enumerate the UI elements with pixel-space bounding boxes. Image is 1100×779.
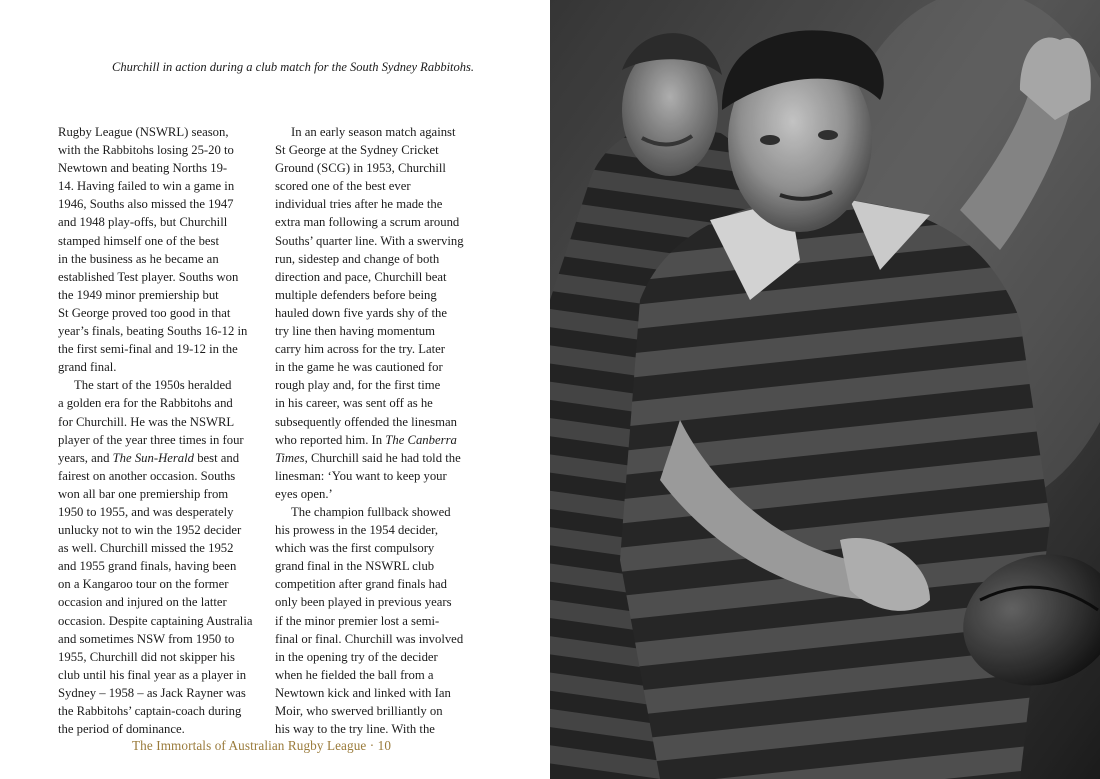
text-line-content: stamped himself one of the best [58,233,220,248]
text-line [58,213,258,231]
text-line-content: his prowess in the 1954 decider, [275,523,438,538]
text-line-content: 14. Having failed to win a game in [58,179,235,194]
text-line-content: Moir, who swerved brilliantly on [275,704,443,718]
text-line [275,684,485,702]
text-line-content: a golden era for the Rabbitohs and [58,396,233,411]
text-line-content: individual tries after he made the [275,197,443,212]
text-line [58,648,258,666]
text-line [58,322,258,340]
text-line-content: multiple defenders before being [275,287,437,302]
text-line-content: scored one of the best ever [275,179,411,194]
text-line [275,232,485,250]
text-line [275,431,485,449]
italic-title: The Sun-Herald [112,450,195,465]
text-line-content: player of the year three times in four [58,432,244,447]
text-line-content: 1950 to 1955, and was desperately [58,504,234,519]
text-line-content: eyes open.’ [275,486,333,501]
text-line-content: Newtown and beating Norths 19- [58,161,228,176]
text-line [275,521,485,539]
text-line [58,630,258,648]
text-line [58,250,258,268]
text-line-content: Newtown kick and linked with Ian [275,685,451,700]
text-line-content: club until his final year as a player in [58,667,247,682]
text-line [275,376,485,394]
text-line [58,413,258,431]
text-line [275,304,485,322]
text-line [58,195,258,213]
text-line-content: in the opening try of the decider [275,649,438,664]
text-line [275,358,485,376]
text-line [275,666,485,684]
text-line [58,593,258,611]
text-line-content: occasion. Despite captaining Australia [58,613,253,628]
text-line [275,286,485,304]
text-line-content: extra man following a scrum around [275,215,460,230]
text-line [58,503,258,521]
text-line-content: years, and [58,450,113,465]
text-line [58,720,258,738]
text-line [275,467,485,485]
text-line [275,195,485,213]
text-line-content: and 1948 play-offs, but Churchill [58,215,228,230]
text-line [58,376,258,394]
italic-title: Times [275,450,305,465]
text-line [58,358,258,376]
text-line-content: his way to the try line. With the [275,722,435,737]
text-line-content: 1955, Churchill did not skipper his [58,649,235,664]
player-photo [550,0,1100,779]
text-line-content: who reported him. In [275,432,386,447]
text-line [275,268,485,286]
text-line-content: when he fielded the ball from a [275,667,434,682]
text-line [275,413,485,431]
text-line-content: direction and pace, Churchill beat [275,269,447,284]
text-line [275,250,485,268]
text-line [58,177,258,195]
text-line-content: year’s finals, beating Souths 16-12 in [58,324,248,339]
text-line-content: final or final. Churchill was involved [275,631,464,646]
text-line [58,666,258,684]
text-line [58,539,258,557]
text-line-content: fairest on another occasion. Souths [58,468,236,483]
text-line [275,213,485,231]
text-line [58,521,258,539]
text-line-content: established Test player. Souths won [58,269,239,284]
text-line [58,286,258,304]
text-line-content: rough play and, for the first time [275,378,441,393]
text-line-content: The start of the 1950s heralded [74,378,232,393]
text-line-content: St George at the Sydney Cricket [275,143,439,158]
text-line-content: won all bar one premiership from [58,486,229,501]
text-line-content: Souths’ quarter line. With a swerving [275,233,464,248]
text-line [275,648,485,666]
text-line-content: carry him across for the try. Later [275,342,446,357]
text-line [58,575,258,593]
text-line-content: as well. Churchill missed the 1952 [58,541,234,556]
text-line [58,123,258,141]
text-line [275,485,485,503]
text-line-content: in his career, was sent off as he [275,396,433,411]
text-line [275,557,485,575]
text-line [58,394,258,412]
text-line [58,159,258,177]
text-line [58,612,258,630]
text-line-content: on a Kangaroo tour on the former [58,577,229,592]
text-line-content: Rugby League (NSWRL) season, [58,125,229,139]
text-line [275,394,485,412]
text-line-content: with the Rabbitohs losing 25-20 to [58,143,234,158]
text-line-content: the Rabbitohs’ captain-coach during [58,704,242,718]
text-line [275,322,485,340]
text-line [58,268,258,286]
page-footer: The Immortals of Australian Rugby League · 10 [132,738,392,753]
text-line [275,593,485,611]
text-line [58,467,258,485]
text-line-content: subsequently offended the linesman [275,414,457,429]
text-line-content: and sometimes NSW from 1950 to [58,631,235,646]
text-line [58,141,258,159]
text-line-content: only been played in previous years [275,595,452,610]
text-line-content: grand final. [58,360,117,375]
text-line-content: grand final in the NSWRL club [275,559,435,574]
text-line-continuation: , Churchill said he had told the [304,450,461,465]
text-line-content: the first semi-final and 19-12 in the [58,342,238,357]
text-line [58,449,258,467]
text-line [58,232,258,250]
text-line [275,539,485,557]
text-line-content: for Churchill. He was the NSWRL [58,414,235,429]
text-line-content: run, sidestep and change of both [275,251,440,266]
text-line-content: Sydney – 1958 – as Jack Rayner was [58,685,246,700]
photo-caption: Churchill in action during a club match for the South Sydney Rabbitohs. [112,60,474,74]
text-line-content: if the minor premier lost a semi- [275,613,440,628]
text-line [275,630,485,648]
text-line-content: linesman: ‘You want to keep your [275,468,447,483]
text-line [58,557,258,575]
text-line-content: unlucky not to win the 1952 decider [58,523,242,538]
rugby-match-photograph [550,0,1100,779]
text-line [275,720,485,738]
text-line-content: hauled down five yards shy of the [275,305,447,320]
text-line [275,449,485,467]
text-line [58,684,258,702]
text-line-content: in the game he was cautioned for [275,360,443,375]
text-line [58,702,258,720]
text-line [58,340,258,358]
text-line [275,702,485,720]
left-text-column [58,123,258,738]
text-line [58,485,258,503]
italic-title: The Canberra [385,432,457,447]
text-line-content: The champion fullback showed [291,504,451,519]
text-line [275,123,485,141]
text-line [275,340,485,358]
text-line-content: occasion and injured on the latter [58,595,227,610]
text-line [275,503,485,521]
text-line [275,141,485,159]
text-line-content: the period of dominance. [58,722,185,737]
text-line-content: competition after grand finals had [275,577,447,592]
text-line [275,159,485,177]
text-line [275,612,485,630]
text-line-content: Ground (SCG) in 1953, Churchill [275,161,446,176]
text-line [275,575,485,593]
text-line-content: In an early season match against [291,125,456,139]
text-line-content: and 1955 grand finals, having been [58,559,237,574]
text-line [58,304,258,322]
text-line-content: the 1949 minor premiership but [58,287,219,302]
text-line-content: 1946, Souths also missed the 1947 [58,197,234,212]
text-line [275,177,485,195]
text-line-content: try line then having momentum [275,324,435,339]
text-line-content: in the business as he became an [58,251,219,266]
right-text-column [275,123,485,738]
text-line-content: which was the first compulsory [275,541,435,556]
text-line [58,431,258,449]
text-line-content: St George proved too good in that [58,305,231,320]
text-line-continuation: best and [194,450,240,465]
